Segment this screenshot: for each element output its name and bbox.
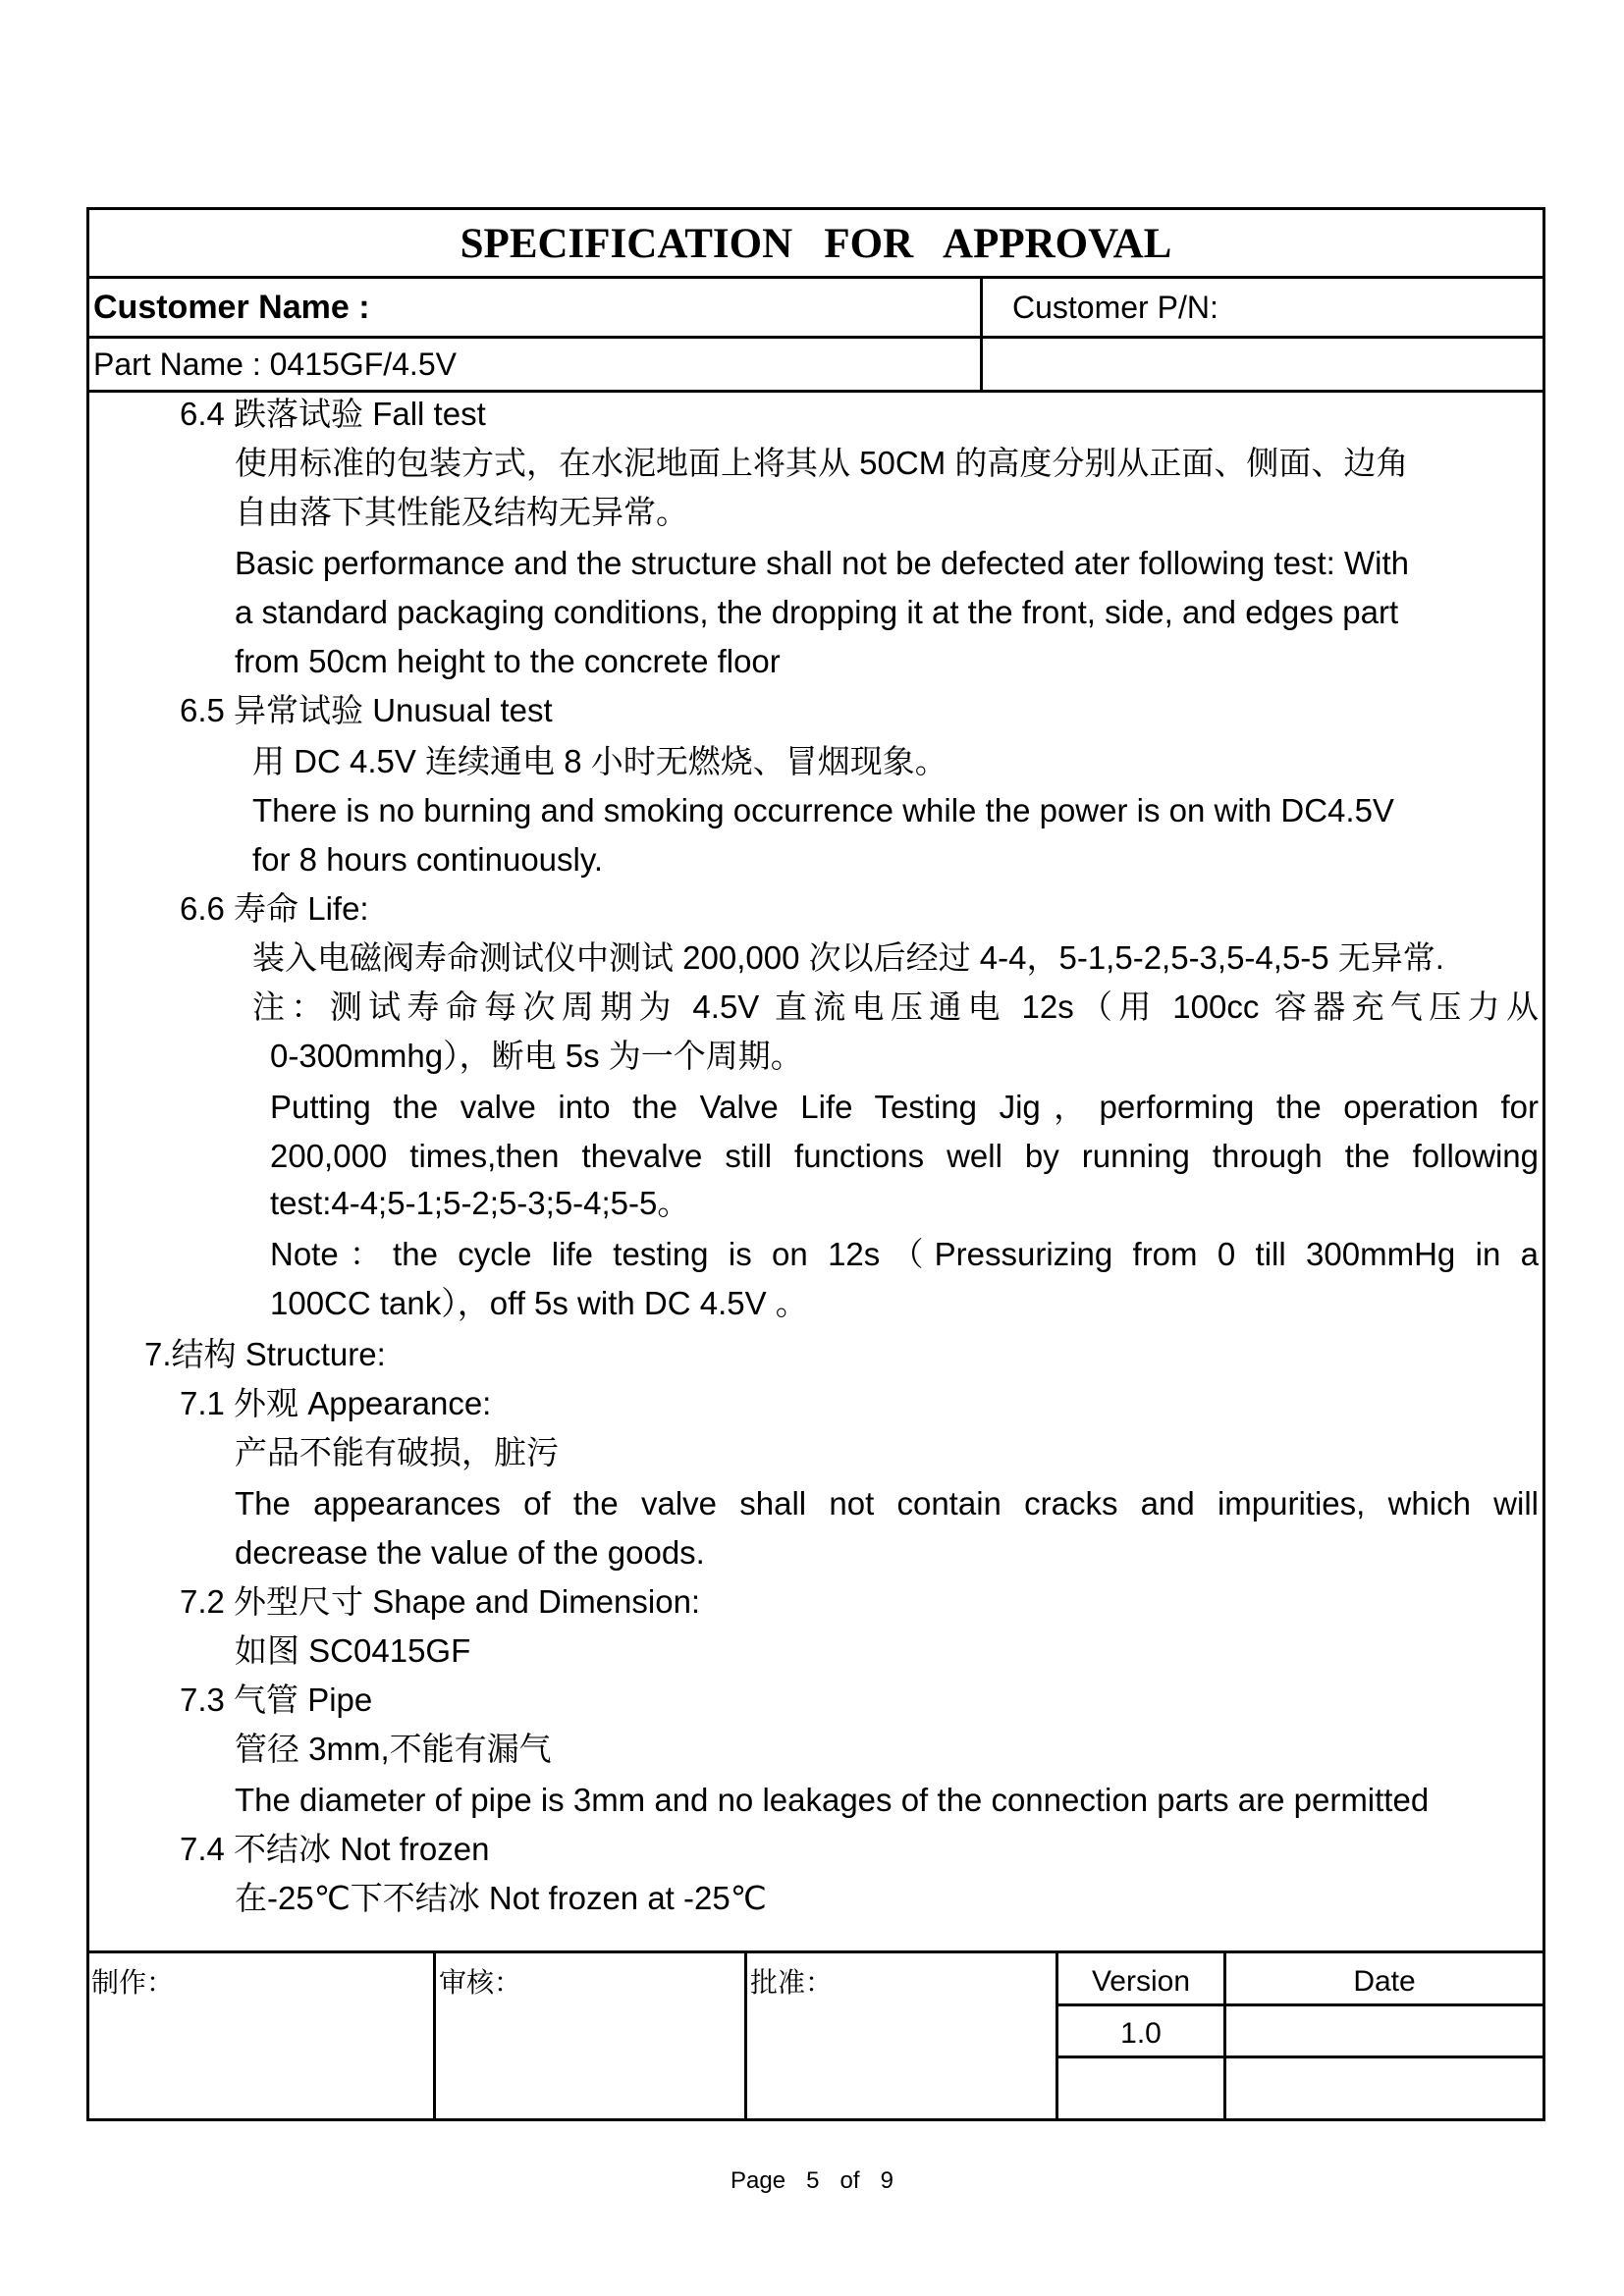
reviewed-by-label: 审核： <box>439 1967 522 1998</box>
column-divider <box>980 279 983 336</box>
footer-row-divider <box>1056 2056 1543 2058</box>
section-6-5-en-line-1: There is no burning and smoking occurrence while the power is on with DC4.5V <box>252 792 1394 828</box>
footer-divider <box>433 1953 436 2118</box>
section-7-4-heading: 7.4 不结冰 Not frozen <box>180 1831 490 1867</box>
customer-name-label: Customer Name : <box>93 288 370 326</box>
date-label: Date <box>1353 1965 1416 1998</box>
section-6-6-heading: 6.6 寿命 Life: <box>180 890 369 927</box>
version-label: Version <box>1091 1965 1191 1998</box>
section-6-6-cn-line-1: 装入电磁阀寿命测试仪中测试 200,000 次以后经过 4-4，5-1,5-2,5-3,5-4,5-5 无异常. <box>252 939 1444 976</box>
approval-footer <box>89 1950 1543 2118</box>
section-6-6-en-line-5: 100CC tank），off 5s with DC 4.5V 。 <box>270 1285 808 1321</box>
section-7-2-cn-line-1: 如图 SC0415GF <box>235 1632 471 1669</box>
customer-row <box>89 279 1543 339</box>
part-name-row <box>89 339 1543 393</box>
section-7-3-en-line-1: The diameter of pipe is 3mm and no leakages of the connection parts are permitted <box>235 1782 1430 1818</box>
section-6-4-cn-line-1: 使用标准的包装方式，在水泥地面上将其从 50CM 的高度分别从正面、侧面、边角 <box>235 445 1409 481</box>
section-7-1-heading: 7.1 外观 Appearance: <box>180 1385 492 1421</box>
section-6-4-en-line-1: Basic performance and the structure shall not be defected ater following test: With <box>235 545 1409 581</box>
version-value: 1.0 <box>1120 2017 1162 2050</box>
section-7-1-en-line-2: decrease the value of the goods. <box>235 1534 705 1571</box>
part-name: Part Name : 0415GF/4.5V <box>93 346 457 382</box>
section-7-2-heading: 7.2 外型尺寸 Shape and Dimension: <box>180 1583 701 1620</box>
section-7-3-heading: 7.3 气管 Pipe <box>180 1682 373 1718</box>
section-7-3-cn-line-1: 管径 3mm,不能有漏气 <box>235 1731 552 1767</box>
made-by-label: 制作： <box>91 1967 175 1998</box>
section-6-4-cn-line-2: 自由落下其性能及结构无异常。 <box>235 494 688 530</box>
section-6-6-cn-line-2: 注：测试寿命每次周期为 4.5V 直流电压通电 12s（用 100cc 容器充气压力从 <box>252 988 1539 1025</box>
section-6-6-cn-line-3: 0-300mmhg），断电 5s 为一个周期。 <box>270 1038 803 1074</box>
section-7-heading: 7.结构 Structure: <box>144 1336 386 1372</box>
section-7-1-cn-line-1: 产品不能有破损，脏污 <box>235 1434 559 1470</box>
document-title: SPECIFICATION FOR APPROVAL <box>89 210 1543 279</box>
section-6-6-en-line-2: 200,000 times,then thevalve still functions well by running through the following <box>270 1138 1539 1174</box>
section-6-5-cn-line-1: 用 DC 4.5V 连续通电 8 小时无燃烧、冒烟现象。 <box>252 743 947 779</box>
section-6-6-en-line-1: Putting the valve into the Valve Life Testing Jig，performing the operation for <box>270 1089 1539 1125</box>
section-6-5-heading: 6.5 异常试验 Unusual test <box>180 692 553 728</box>
spec-form <box>86 207 1545 2121</box>
column-divider <box>980 339 983 390</box>
section-7-1-en-line-1: The appearances of the valve shall not contain cracks and impurities, which will <box>235 1485 1539 1522</box>
customer-pn-label: Customer P/N: <box>1012 289 1218 325</box>
section-6-4-heading: 6.4 跌落试验 Fall test <box>180 396 486 432</box>
section-7-4-cn-line-1: 在-25℃下不结冰 Not frozen at -25℃ <box>235 1880 767 1916</box>
page-number: Page 5 of 9 <box>731 2167 893 2194</box>
section-6-4-en-line-2: a standard packaging conditions, the dropping it at the front, side, and edges part <box>235 594 1399 630</box>
approved-by-label: 批准： <box>750 1967 834 1998</box>
section-6-6-en-line-3: test:4-4;5-1;5-2;5-3;5-4;5-5。 <box>270 1185 690 1221</box>
section-6-5-en-line-2: for 8 hours continuously. <box>252 841 604 878</box>
footer-row-divider <box>1056 2003 1543 2006</box>
footer-divider <box>744 1953 747 2118</box>
section-6-4-en-line-3: from 50cm height to the concrete floor <box>235 643 781 679</box>
specification-body <box>89 393 1543 1950</box>
section-6-6-en-line-4: Note：the cycle life testing is on 12s（Pressurizing from 0 till 300mmHg in a <box>270 1236 1539 1272</box>
